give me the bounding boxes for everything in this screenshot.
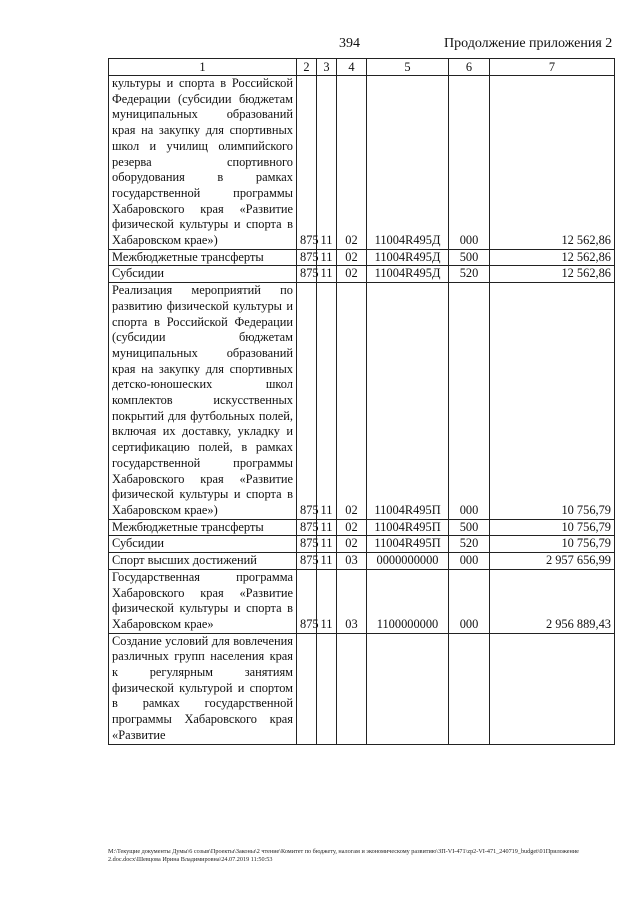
cell-target-article — [367, 633, 449, 744]
cell-target-article: 11004R495П — [367, 283, 449, 520]
cell-section: 11 — [317, 76, 337, 250]
cell-ministry: 875 — [297, 553, 317, 570]
cell-amount: 12 562,86 — [490, 249, 615, 266]
cell-target-article: 11004R495П — [367, 536, 449, 553]
cell-expense-type — [449, 633, 490, 744]
cell-ministry: 875 — [297, 536, 317, 553]
cell-subsection: 02 — [337, 76, 367, 250]
cell-expense-type: 000 — [449, 569, 490, 633]
cell-amount — [490, 633, 615, 744]
cell-subsection — [337, 633, 367, 744]
row-description: Спорт высших достижений — [109, 553, 297, 570]
cell-section: 11 — [317, 519, 337, 536]
continuation-title: Продолжение приложения 2 — [444, 36, 613, 51]
cell-target-article: 11004R495Д — [367, 76, 449, 250]
cell-section: 11 — [317, 266, 337, 283]
cell-subsection: 02 — [337, 519, 367, 536]
cell-expense-type: 520 — [449, 266, 490, 283]
budget-table — [108, 58, 615, 745]
cell-expense-type: 000 — [449, 283, 490, 520]
cell-amount: 12 562,86 — [490, 266, 615, 283]
cell-subsection: 02 — [337, 283, 367, 520]
cell-ministry: 875 — [297, 76, 317, 250]
col-number: 1 — [109, 59, 297, 76]
cell-subsection: 02 — [337, 249, 367, 266]
col-number: 2 — [297, 59, 317, 76]
col-number: 7 — [490, 59, 615, 76]
table-row — [109, 76, 615, 250]
col-number: 6 — [449, 59, 490, 76]
cell-ministry: 875 — [297, 569, 317, 633]
row-description: Субсидии — [109, 266, 297, 283]
cell-amount: 10 756,79 — [490, 536, 615, 553]
cell-ministry: 875 — [297, 249, 317, 266]
row-description: Создание условий для вовлечения различных групп населения края к регулярным занятиям физической культурой и спортом в рамках государственной программы Хабаровского края «Развитие — [109, 633, 297, 744]
table-row — [109, 249, 615, 266]
document-path-footer: M:\Текущие документы Думы\6 созыв\Проекты\Законы\2 чтение\Комитет по бюджету, налогам и экономическому развитию\ЗП-VI-471\zp2-VI-471_240719_budget\01Приложение 2.doc.docx\Шевцова Ирина Владимировна\24.07.2019 11:50:53 — [108, 848, 579, 863]
cell-amount: 12 562,86 — [490, 76, 615, 250]
cell-expense-type: 500 — [449, 519, 490, 536]
cell-subsection: 02 — [337, 266, 367, 283]
table-row — [109, 536, 615, 553]
cell-target-article: 11004R495Д — [367, 249, 449, 266]
cell-target-article: 11004R495П — [367, 519, 449, 536]
cell-amount: 2 957 656,99 — [490, 553, 615, 570]
cell-subsection: 03 — [337, 553, 367, 570]
column-number-row — [109, 59, 615, 76]
cell-section: 11 — [317, 536, 337, 553]
cell-subsection: 02 — [337, 536, 367, 553]
row-description: Государственная программа Хабаровского края «Развитие физической культуры и спорта в Хабаровском крае» — [109, 569, 297, 633]
row-description: Межбюджетные трансферты — [109, 519, 297, 536]
table-row — [109, 519, 615, 536]
table-row — [109, 283, 615, 520]
cell-target-article: 11004R495Д — [367, 266, 449, 283]
cell-expense-type: 520 — [449, 536, 490, 553]
row-description: Реализация мероприятий по развитию физической культуры и спорта в Российской Федерации (субсидии бюджетам муниципальных образований края на закупку для спортивных детско-юношеских школ комплектов искусственных покрытий для футбольных полей, включая их доставку, укладку и сертификацию полей, в рамках государственной программы Хабаровского края «Развитие физической культуры и спорта в Хабаровском крае») — [109, 283, 297, 520]
cell-target-article: 0000000000 — [367, 553, 449, 570]
cell-amount: 10 756,79 — [490, 519, 615, 536]
col-number: 3 — [317, 59, 337, 76]
cell-expense-type: 000 — [449, 76, 490, 250]
table-row — [109, 266, 615, 283]
cell-ministry: 875 — [297, 266, 317, 283]
col-number: 4 — [337, 59, 367, 76]
row-description: Субсидии — [109, 536, 297, 553]
cell-section — [317, 633, 337, 744]
cell-ministry — [297, 633, 317, 744]
table-row — [109, 569, 615, 633]
cell-section: 11 — [317, 283, 337, 520]
cell-expense-type: 500 — [449, 249, 490, 266]
cell-section: 11 — [317, 553, 337, 570]
cell-section: 11 — [317, 569, 337, 633]
page-number: 394 — [339, 36, 360, 51]
cell-subsection: 03 — [337, 569, 367, 633]
cell-ministry: 875 — [297, 283, 317, 520]
table-row — [109, 633, 615, 744]
row-description: Межбюджетные трансферты — [109, 249, 297, 266]
cell-ministry: 875 — [297, 519, 317, 536]
cell-amount: 10 756,79 — [490, 283, 615, 520]
row-description: культуры и спорта в Российской Федерации (субсидии бюджетам муниципальных образований края на закупку для спортивных школ и училищ олимпийского резерва спортивного оборудования в рамках государственной программы Хабаровского края «Развитие физической культуры и спорта в Хабаровском крае») — [109, 76, 297, 250]
cell-target-article: 1100000000 — [367, 569, 449, 633]
col-number: 5 — [367, 59, 449, 76]
table-row — [109, 553, 615, 570]
cell-amount: 2 956 889,43 — [490, 569, 615, 633]
cell-section: 11 — [317, 249, 337, 266]
cell-expense-type: 000 — [449, 553, 490, 570]
